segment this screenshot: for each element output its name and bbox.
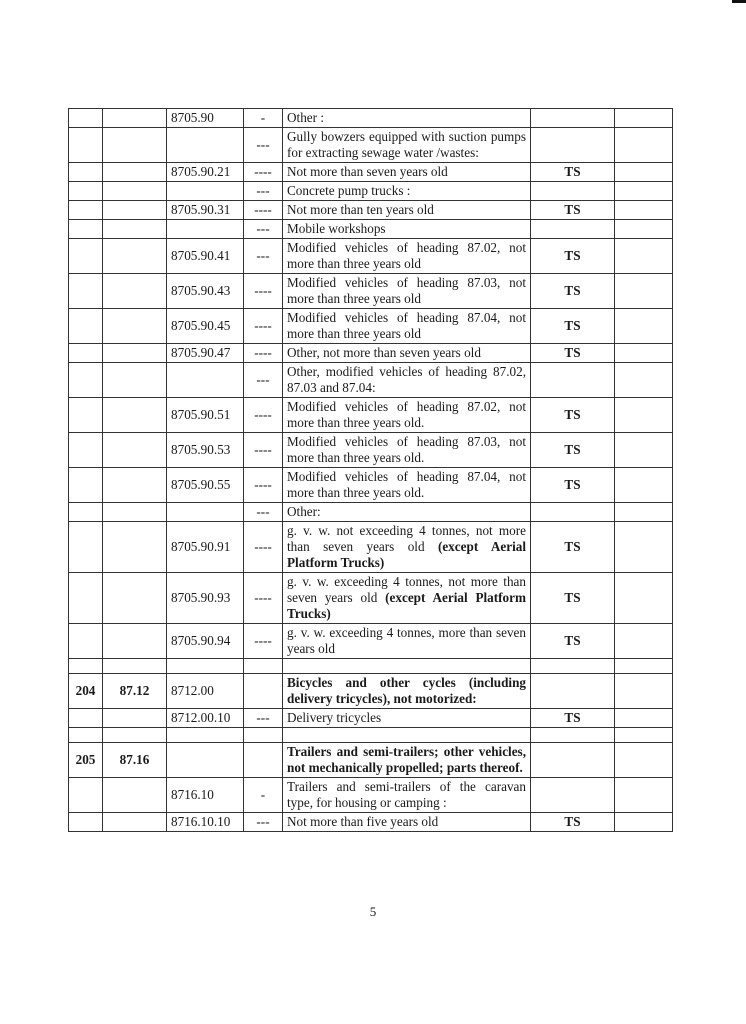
hs-code-cell: 8712.00.10 <box>167 709 244 728</box>
level-dash-cell: ---- <box>244 163 283 182</box>
empty-cell <box>615 182 673 201</box>
remark-cell: TS <box>531 309 615 344</box>
remark-cell: TS <box>531 344 615 363</box>
heading-cell <box>103 709 167 728</box>
empty-cell <box>615 674 673 709</box>
remark-cell: TS <box>531 163 615 182</box>
level-dash-cell: ---- <box>244 624 283 659</box>
description-text: g. v. w. exceeding 4 tonnes, not more than seven years old <box>287 574 526 605</box>
description-cell <box>283 201 531 220</box>
table-row <box>69 309 673 344</box>
empty-cell <box>531 659 615 674</box>
heading-cell <box>103 309 167 344</box>
heading-cell <box>103 201 167 220</box>
hs-code-cell: 8705.90.41 <box>167 239 244 274</box>
table-row <box>69 182 673 201</box>
level-dash-cell: ---- <box>244 344 283 363</box>
remark-cell <box>531 128 615 163</box>
remark-cell <box>531 778 615 813</box>
heading-cell <box>103 363 167 398</box>
remark-cell <box>531 503 615 522</box>
description-cell <box>283 363 531 398</box>
empty-cell <box>615 743 673 778</box>
heading-cell <box>103 109 167 128</box>
remark-cell: TS <box>531 398 615 433</box>
empty-cell <box>615 659 673 674</box>
hs-code-cell: 8705.90.91 <box>167 522 244 573</box>
heading-cell <box>103 624 167 659</box>
heading-cell <box>103 344 167 363</box>
serial-number-cell <box>69 363 103 398</box>
description-text: Modified vehicles of heading 87.04, not more than three years old <box>287 310 526 341</box>
hs-code-cell <box>167 743 244 778</box>
empty-cell <box>615 344 673 363</box>
empty-cell <box>283 659 531 674</box>
empty-cell <box>283 728 531 743</box>
empty-cell <box>615 128 673 163</box>
hs-code-cell: 8705.90.43 <box>167 274 244 309</box>
table-row <box>69 109 673 128</box>
description-cell <box>283 468 531 503</box>
level-dash-cell: --- <box>244 363 283 398</box>
description-text: Gully bowzers equipped with suction pumps for extracting sewage water /wastes: <box>287 129 526 160</box>
description-cell <box>283 274 531 309</box>
table-row <box>69 522 673 573</box>
serial-number-cell <box>69 624 103 659</box>
serial-number-cell <box>69 128 103 163</box>
empty-cell <box>615 778 673 813</box>
empty-cell <box>615 109 673 128</box>
empty-cell <box>615 813 673 832</box>
heading-cell <box>103 522 167 573</box>
table-row <box>69 468 673 503</box>
hs-code-cell: 8705.90 <box>167 109 244 128</box>
remark-cell <box>531 674 615 709</box>
heading-cell <box>103 813 167 832</box>
spacer-row <box>69 659 673 674</box>
hs-code-cell: 8705.90.47 <box>167 344 244 363</box>
remark-cell <box>531 363 615 398</box>
description-cell <box>283 503 531 522</box>
hs-code-cell <box>167 220 244 239</box>
remark-cell: TS <box>531 573 615 624</box>
empty-cell <box>103 659 167 674</box>
scan-corner-mark <box>732 0 746 3</box>
description-cell <box>283 674 531 709</box>
description-cell <box>283 743 531 778</box>
empty-cell <box>615 239 673 274</box>
serial-number-cell <box>69 433 103 468</box>
description-cell <box>283 778 531 813</box>
empty-cell <box>615 309 673 344</box>
serial-number-cell <box>69 182 103 201</box>
table-row <box>69 163 673 182</box>
page-number: 5 <box>369 904 377 919</box>
description-text: Not more than five years old <box>287 814 439 829</box>
serial-number-cell <box>69 778 103 813</box>
empty-cell <box>69 728 103 743</box>
serial-number-cell <box>69 398 103 433</box>
level-dash-cell: - <box>244 778 283 813</box>
description-text: Concrete pump trucks : <box>287 183 411 198</box>
empty-cell <box>615 163 673 182</box>
empty-cell <box>615 220 673 239</box>
hs-code-cell: 8705.90.53 <box>167 433 244 468</box>
table-row <box>69 239 673 274</box>
serial-number-cell <box>69 239 103 274</box>
serial-number-cell <box>69 163 103 182</box>
empty-cell <box>615 728 673 743</box>
heading-cell <box>103 182 167 201</box>
level-dash-cell: ---- <box>244 573 283 624</box>
remark-cell: TS <box>531 201 615 220</box>
level-dash-cell: ---- <box>244 274 283 309</box>
description-text: g. v. w. exceeding 4 tonnes, more than seven years old <box>287 625 526 656</box>
serial-number-cell <box>69 274 103 309</box>
remark-cell <box>531 182 615 201</box>
empty-cell <box>615 201 673 220</box>
serial-number-cell <box>69 573 103 624</box>
description-text: Modified vehicles of heading 87.02, not more than three years old <box>287 240 526 271</box>
hs-code-cell <box>167 182 244 201</box>
description-text: Other, not more than seven years old <box>287 345 481 360</box>
description-exception: (except Aerial Platform Trucks) <box>287 539 527 570</box>
description-text: Modified vehicles of heading 87.02, not more than three years old. <box>287 399 526 430</box>
description-cell <box>283 398 531 433</box>
description-text: Not more than seven years old <box>287 164 448 179</box>
level-dash-cell: --- <box>244 709 283 728</box>
hs-code-cell: 8705.90.45 <box>167 309 244 344</box>
description-text: Delivery tricycles <box>287 710 382 725</box>
description-text: Other: <box>287 504 321 519</box>
level-dash-cell: --- <box>244 128 283 163</box>
serial-number-cell <box>69 468 103 503</box>
description-text: Not more than ten years old <box>287 202 434 217</box>
description-text: Trailers and semi-trailers; other vehicles, not mechanically propelled; parts thereof. <box>287 744 526 775</box>
empty-cell <box>167 728 244 743</box>
level-dash-cell: ---- <box>244 201 283 220</box>
heading-cell <box>103 220 167 239</box>
level-dash-cell: - <box>244 109 283 128</box>
serial-number-cell <box>69 813 103 832</box>
serial-number-cell <box>69 201 103 220</box>
remark-cell: TS <box>531 239 615 274</box>
heading-cell <box>103 398 167 433</box>
description-cell <box>283 182 531 201</box>
empty-cell <box>615 573 673 624</box>
description-cell <box>283 344 531 363</box>
serial-number-cell <box>69 220 103 239</box>
table-row <box>69 778 673 813</box>
remark-cell: TS <box>531 813 615 832</box>
table-row <box>69 201 673 220</box>
hs-code-cell: 8705.90.21 <box>167 163 244 182</box>
empty-cell <box>615 624 673 659</box>
hs-code-cell: 8705.90.93 <box>167 573 244 624</box>
hs-code-cell: 8705.90.55 <box>167 468 244 503</box>
level-dash-cell: --- <box>244 503 283 522</box>
level-dash-cell: ---- <box>244 433 283 468</box>
hs-code-cell <box>167 503 244 522</box>
serial-number-cell <box>69 709 103 728</box>
heading-cell <box>103 163 167 182</box>
table-row <box>69 624 673 659</box>
hs-code-cell <box>167 128 244 163</box>
serial-number-cell <box>69 309 103 344</box>
empty-cell <box>615 522 673 573</box>
empty-cell <box>615 274 673 309</box>
empty-cell <box>615 709 673 728</box>
description-cell <box>283 709 531 728</box>
hs-code-cell <box>167 363 244 398</box>
remark-cell: TS <box>531 274 615 309</box>
description-cell <box>283 813 531 832</box>
description-cell <box>283 573 531 624</box>
empty-cell <box>244 659 283 674</box>
table-row <box>69 573 673 624</box>
description-cell <box>283 239 531 274</box>
description-text: Other : <box>287 110 324 125</box>
description-text: Other, modified vehicles of heading 87.02, 87.03 and 87.04: <box>287 364 526 395</box>
empty-cell <box>244 728 283 743</box>
empty-cell <box>615 468 673 503</box>
heading-cell <box>103 433 167 468</box>
level-dash-cell: --- <box>244 220 283 239</box>
empty-cell <box>531 728 615 743</box>
description-cell <box>283 624 531 659</box>
level-dash-cell <box>244 674 283 709</box>
remark-cell <box>531 109 615 128</box>
heading-cell <box>103 468 167 503</box>
description-text: Modified vehicles of heading 87.04, not more than three years old. <box>287 469 526 500</box>
tariff-table <box>68 108 673 832</box>
hs-code-cell: 8716.10.10 <box>167 813 244 832</box>
serial-number-cell: 204 <box>69 674 103 709</box>
empty-cell <box>69 659 103 674</box>
empty-cell <box>615 363 673 398</box>
table-row <box>69 398 673 433</box>
remark-cell: TS <box>531 624 615 659</box>
level-dash-cell: ---- <box>244 522 283 573</box>
remark-cell: TS <box>531 433 615 468</box>
table-row <box>69 344 673 363</box>
heading-cell: 87.12 <box>103 674 167 709</box>
table-row <box>69 743 673 778</box>
hs-code-cell: 8712.00 <box>167 674 244 709</box>
serial-number-cell <box>69 109 103 128</box>
remark-cell <box>531 743 615 778</box>
level-dash-cell <box>244 743 283 778</box>
table-row <box>69 503 673 522</box>
table-row <box>69 363 673 398</box>
level-dash-cell: --- <box>244 813 283 832</box>
level-dash-cell: ---- <box>244 468 283 503</box>
remark-cell: TS <box>531 709 615 728</box>
empty-cell <box>167 659 244 674</box>
description-cell <box>283 522 531 573</box>
table-row <box>69 674 673 709</box>
hs-code-cell: 8716.10 <box>167 778 244 813</box>
serial-number-cell <box>69 344 103 363</box>
table-row <box>69 274 673 309</box>
level-dash-cell: ---- <box>244 398 283 433</box>
heading-cell <box>103 239 167 274</box>
tariff-table-body <box>69 109 673 832</box>
level-dash-cell: --- <box>244 239 283 274</box>
description-text: Modified vehicles of heading 87.03, not more than three years old <box>287 275 526 306</box>
hs-code-cell: 8705.90.51 <box>167 398 244 433</box>
heading-cell: 87.16 <box>103 743 167 778</box>
level-dash-cell: ---- <box>244 309 283 344</box>
description-exception: (except Aerial Platform Trucks) <box>287 590 526 621</box>
description-cell <box>283 433 531 468</box>
heading-cell <box>103 778 167 813</box>
table-row <box>69 813 673 832</box>
description-cell <box>283 128 531 163</box>
hs-code-cell: 8705.90.31 <box>167 201 244 220</box>
level-dash-cell: --- <box>244 182 283 201</box>
table-row <box>69 709 673 728</box>
hs-code-cell: 8705.90.94 <box>167 624 244 659</box>
table-row <box>69 128 673 163</box>
empty-cell <box>103 728 167 743</box>
description-text: g. v. w. not exceeding 4 tonnes, not more than seven years old <box>287 523 526 554</box>
remark-cell: TS <box>531 522 615 573</box>
empty-cell <box>615 398 673 433</box>
table-row <box>69 433 673 468</box>
empty-cell <box>615 503 673 522</box>
serial-number-cell <box>69 522 103 573</box>
heading-cell <box>103 274 167 309</box>
serial-number-cell <box>69 503 103 522</box>
description-cell <box>283 109 531 128</box>
heading-cell <box>103 503 167 522</box>
remark-cell: TS <box>531 468 615 503</box>
spacer-row <box>69 728 673 743</box>
empty-cell <box>615 433 673 468</box>
description-text: Trailers and semi-trailers of the caravan type, for housing or camping : <box>287 779 526 810</box>
serial-number-cell: 205 <box>69 743 103 778</box>
description-text: Mobile workshops <box>287 221 386 236</box>
description-cell <box>283 220 531 239</box>
table-row <box>69 220 673 239</box>
description-cell <box>283 163 531 182</box>
remark-cell <box>531 220 615 239</box>
heading-cell <box>103 128 167 163</box>
description-cell <box>283 309 531 344</box>
description-text: Bicycles and other cycles (including delivery tricycles), not motorized: <box>287 675 526 706</box>
description-text: Modified vehicles of heading 87.03, not more than three years old. <box>287 434 526 465</box>
heading-cell <box>103 573 167 624</box>
